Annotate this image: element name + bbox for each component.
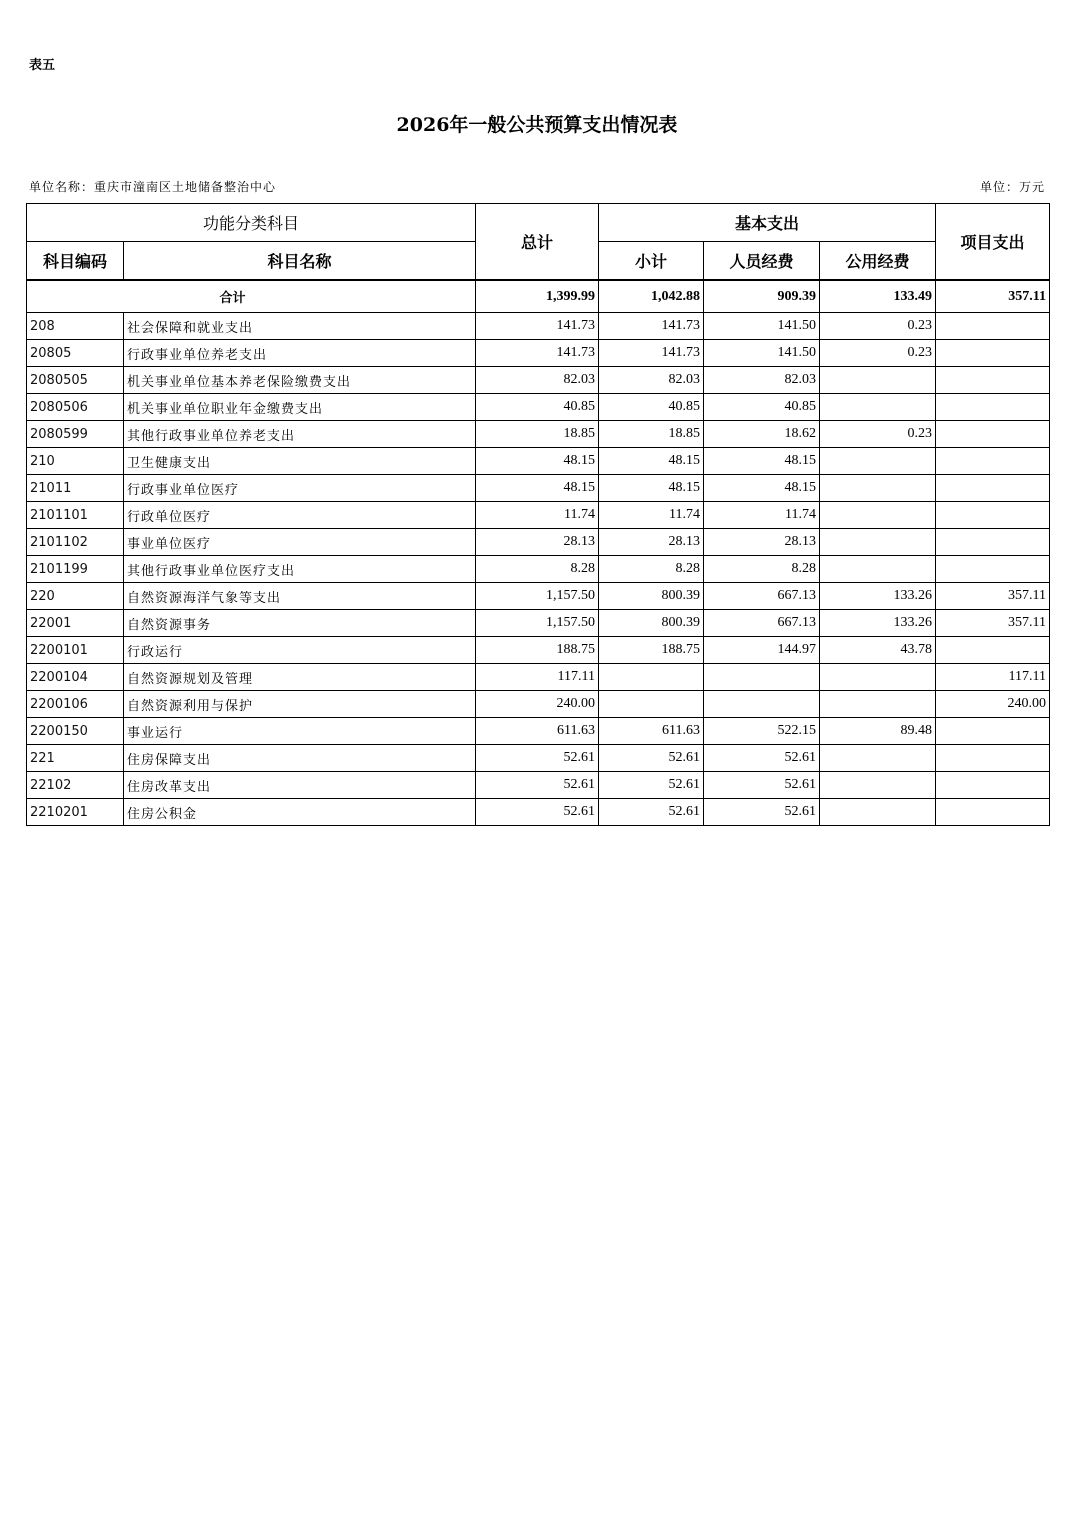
row-public xyxy=(820,745,936,772)
row-code: 220 xyxy=(27,583,124,610)
row-name: 其他行政事业单位养老支出 xyxy=(124,421,476,448)
row-public xyxy=(820,691,936,718)
row-name: 行政单位医疗 xyxy=(124,502,476,529)
table-row xyxy=(27,394,1050,421)
header-personnel: 人员经费 xyxy=(704,242,820,281)
row-subtotal: 800.39 xyxy=(599,610,704,637)
row-code: 221 xyxy=(27,745,124,772)
row-public xyxy=(820,394,936,421)
row-subtotal: 82.03 xyxy=(599,367,704,394)
row-total: 48.15 xyxy=(476,448,599,475)
row-total: 82.03 xyxy=(476,367,599,394)
row-total: 611.63 xyxy=(476,718,599,745)
row-subtotal: 52.61 xyxy=(599,799,704,826)
row-total: 52.61 xyxy=(476,772,599,799)
row-name: 其他行政事业单位医疗支出 xyxy=(124,556,476,583)
row-personnel: 52.61 xyxy=(704,745,820,772)
row-code: 208 xyxy=(27,313,124,340)
row-subtotal xyxy=(599,691,704,718)
row-subtotal xyxy=(599,664,704,691)
table-row xyxy=(27,502,1050,529)
row-code: 2080505 xyxy=(27,367,124,394)
row-subtotal: 8.28 xyxy=(599,556,704,583)
row-subtotal: 52.61 xyxy=(599,745,704,772)
row-name: 自然资源规划及管理 xyxy=(124,664,476,691)
row-project: 117.11 xyxy=(936,664,1050,691)
row-personnel: 144.97 xyxy=(704,637,820,664)
row-project xyxy=(936,313,1050,340)
row-project xyxy=(936,556,1050,583)
row-personnel: 48.15 xyxy=(704,475,820,502)
row-code: 20805 xyxy=(27,340,124,367)
row-total: 18.85 xyxy=(476,421,599,448)
total-subtotal: 1,042.88 xyxy=(599,280,704,313)
row-name: 卫生健康支出 xyxy=(124,448,476,475)
row-name: 行政事业单位养老支出 xyxy=(124,340,476,367)
table-row xyxy=(27,340,1050,367)
row-name: 事业单位医疗 xyxy=(124,529,476,556)
row-subtotal: 40.85 xyxy=(599,394,704,421)
table-row xyxy=(27,772,1050,799)
row-personnel: 667.13 xyxy=(704,610,820,637)
header-project: 项目支出 xyxy=(936,204,1050,281)
table-row xyxy=(27,421,1050,448)
row-project xyxy=(936,745,1050,772)
row-public xyxy=(820,367,936,394)
unit-label: 单位：万元 xyxy=(979,180,1045,194)
row-total: 40.85 xyxy=(476,394,599,421)
row-public: 43.78 xyxy=(820,637,936,664)
row-name: 机关事业单位职业年金缴费支出 xyxy=(124,394,476,421)
row-public: 133.26 xyxy=(820,610,936,637)
row-total: 48.15 xyxy=(476,475,599,502)
total-project: 357.11 xyxy=(936,280,1050,313)
row-public xyxy=(820,556,936,583)
header-basic: 基本支出 xyxy=(599,204,936,242)
row-subtotal: 611.63 xyxy=(599,718,704,745)
row-subtotal: 52.61 xyxy=(599,772,704,799)
row-code: 22102 xyxy=(27,772,124,799)
row-code: 2200104 xyxy=(27,664,124,691)
total-label: 合计 xyxy=(27,280,476,313)
row-project xyxy=(936,637,1050,664)
table-row xyxy=(27,475,1050,502)
table-row xyxy=(27,556,1050,583)
row-code: 22001 xyxy=(27,610,124,637)
row-public: 133.26 xyxy=(820,583,936,610)
row-name: 事业运行 xyxy=(124,718,476,745)
row-public: 0.23 xyxy=(820,421,936,448)
row-subtotal: 141.73 xyxy=(599,313,704,340)
table-row xyxy=(27,799,1050,826)
row-project xyxy=(936,421,1050,448)
header-functional: 功能分类科目 xyxy=(27,204,476,242)
row-code: 2080506 xyxy=(27,394,124,421)
row-name: 机关事业单位基本养老保险缴费支出 xyxy=(124,367,476,394)
row-code: 2200101 xyxy=(27,637,124,664)
document-title: 2026年一般公共预算支出情况表 xyxy=(396,114,678,136)
row-project xyxy=(936,529,1050,556)
row-personnel xyxy=(704,664,820,691)
row-subtotal: 188.75 xyxy=(599,637,704,664)
row-project: 240.00 xyxy=(936,691,1050,718)
row-personnel: 18.62 xyxy=(704,421,820,448)
row-project xyxy=(936,799,1050,826)
row-personnel: 48.15 xyxy=(704,448,820,475)
table-row xyxy=(27,691,1050,718)
row-project: 357.11 xyxy=(936,610,1050,637)
row-public xyxy=(820,448,936,475)
row-name: 住房公积金 xyxy=(124,799,476,826)
row-total: 141.73 xyxy=(476,313,599,340)
budget-table xyxy=(26,203,1050,826)
row-public xyxy=(820,475,936,502)
row-public xyxy=(820,502,936,529)
row-project xyxy=(936,718,1050,745)
row-personnel: 141.50 xyxy=(704,313,820,340)
row-code: 2210201 xyxy=(27,799,124,826)
table-row xyxy=(27,367,1050,394)
total-personnel: 909.39 xyxy=(704,280,820,313)
table-row xyxy=(27,583,1050,610)
row-subtotal: 48.15 xyxy=(599,448,704,475)
row-code: 2080599 xyxy=(27,421,124,448)
header-code: 科目编码 xyxy=(27,242,124,281)
row-personnel: 52.61 xyxy=(704,799,820,826)
total-total: 1,399.99 xyxy=(476,280,599,313)
row-total: 117.11 xyxy=(476,664,599,691)
row-total: 52.61 xyxy=(476,745,599,772)
row-code: 2101101 xyxy=(27,502,124,529)
row-subtotal: 800.39 xyxy=(599,583,704,610)
row-name: 住房改革支出 xyxy=(124,772,476,799)
row-name: 行政运行 xyxy=(124,637,476,664)
row-personnel: 11.74 xyxy=(704,502,820,529)
unit-name: 单位名称：重庆市潼南区土地储备整治中心 xyxy=(29,180,277,194)
row-personnel: 522.15 xyxy=(704,718,820,745)
row-total: 1,157.50 xyxy=(476,583,599,610)
row-project xyxy=(936,448,1050,475)
row-total: 28.13 xyxy=(476,529,599,556)
row-public: 0.23 xyxy=(820,313,936,340)
header-total: 总计 xyxy=(476,204,599,281)
row-total: 240.00 xyxy=(476,691,599,718)
row-personnel: 667.13 xyxy=(704,583,820,610)
row-project: 357.11 xyxy=(936,583,1050,610)
row-public xyxy=(820,529,936,556)
row-code: 2200106 xyxy=(27,691,124,718)
row-public xyxy=(820,664,936,691)
row-personnel xyxy=(704,691,820,718)
row-name: 自然资源海洋气象等支出 xyxy=(124,583,476,610)
header-name: 科目名称 xyxy=(124,242,476,281)
row-name: 自然资源利用与保护 xyxy=(124,691,476,718)
row-total: 1,157.50 xyxy=(476,610,599,637)
row-subtotal: 18.85 xyxy=(599,421,704,448)
total-row xyxy=(27,280,1050,313)
row-personnel: 82.03 xyxy=(704,367,820,394)
table-row xyxy=(27,529,1050,556)
total-public: 133.49 xyxy=(820,280,936,313)
row-code: 2200150 xyxy=(27,718,124,745)
row-code: 210 xyxy=(27,448,124,475)
table-row xyxy=(27,718,1050,745)
row-public xyxy=(820,799,936,826)
table-row xyxy=(27,637,1050,664)
table-row xyxy=(27,610,1050,637)
row-subtotal: 48.15 xyxy=(599,475,704,502)
row-personnel: 141.50 xyxy=(704,340,820,367)
table-number: 表五 xyxy=(29,58,56,73)
row-public: 89.48 xyxy=(820,718,936,745)
row-code: 2101102 xyxy=(27,529,124,556)
row-project xyxy=(936,772,1050,799)
row-total: 141.73 xyxy=(476,340,599,367)
row-subtotal: 11.74 xyxy=(599,502,704,529)
row-code: 21011 xyxy=(27,475,124,502)
row-public: 0.23 xyxy=(820,340,936,367)
table-row xyxy=(27,448,1050,475)
row-project xyxy=(936,340,1050,367)
row-project xyxy=(936,475,1050,502)
row-name: 住房保障支出 xyxy=(124,745,476,772)
table-row xyxy=(27,745,1050,772)
header-public: 公用经费 xyxy=(820,242,936,281)
row-subtotal: 141.73 xyxy=(599,340,704,367)
row-name: 行政事业单位医疗 xyxy=(124,475,476,502)
row-project xyxy=(936,367,1050,394)
row-personnel: 40.85 xyxy=(704,394,820,421)
header-subtotal: 小计 xyxy=(599,242,704,281)
row-code: 2101199 xyxy=(27,556,124,583)
row-personnel: 52.61 xyxy=(704,772,820,799)
table-row xyxy=(27,664,1050,691)
table-row xyxy=(27,313,1050,340)
row-total: 8.28 xyxy=(476,556,599,583)
row-subtotal: 28.13 xyxy=(599,529,704,556)
row-total: 188.75 xyxy=(476,637,599,664)
row-name: 自然资源事务 xyxy=(124,610,476,637)
row-personnel: 28.13 xyxy=(704,529,820,556)
row-public xyxy=(820,772,936,799)
row-project xyxy=(936,502,1050,529)
row-name: 社会保障和就业支出 xyxy=(124,313,476,340)
row-total: 11.74 xyxy=(476,502,599,529)
row-project xyxy=(936,394,1050,421)
row-total: 52.61 xyxy=(476,799,599,826)
row-personnel: 8.28 xyxy=(704,556,820,583)
